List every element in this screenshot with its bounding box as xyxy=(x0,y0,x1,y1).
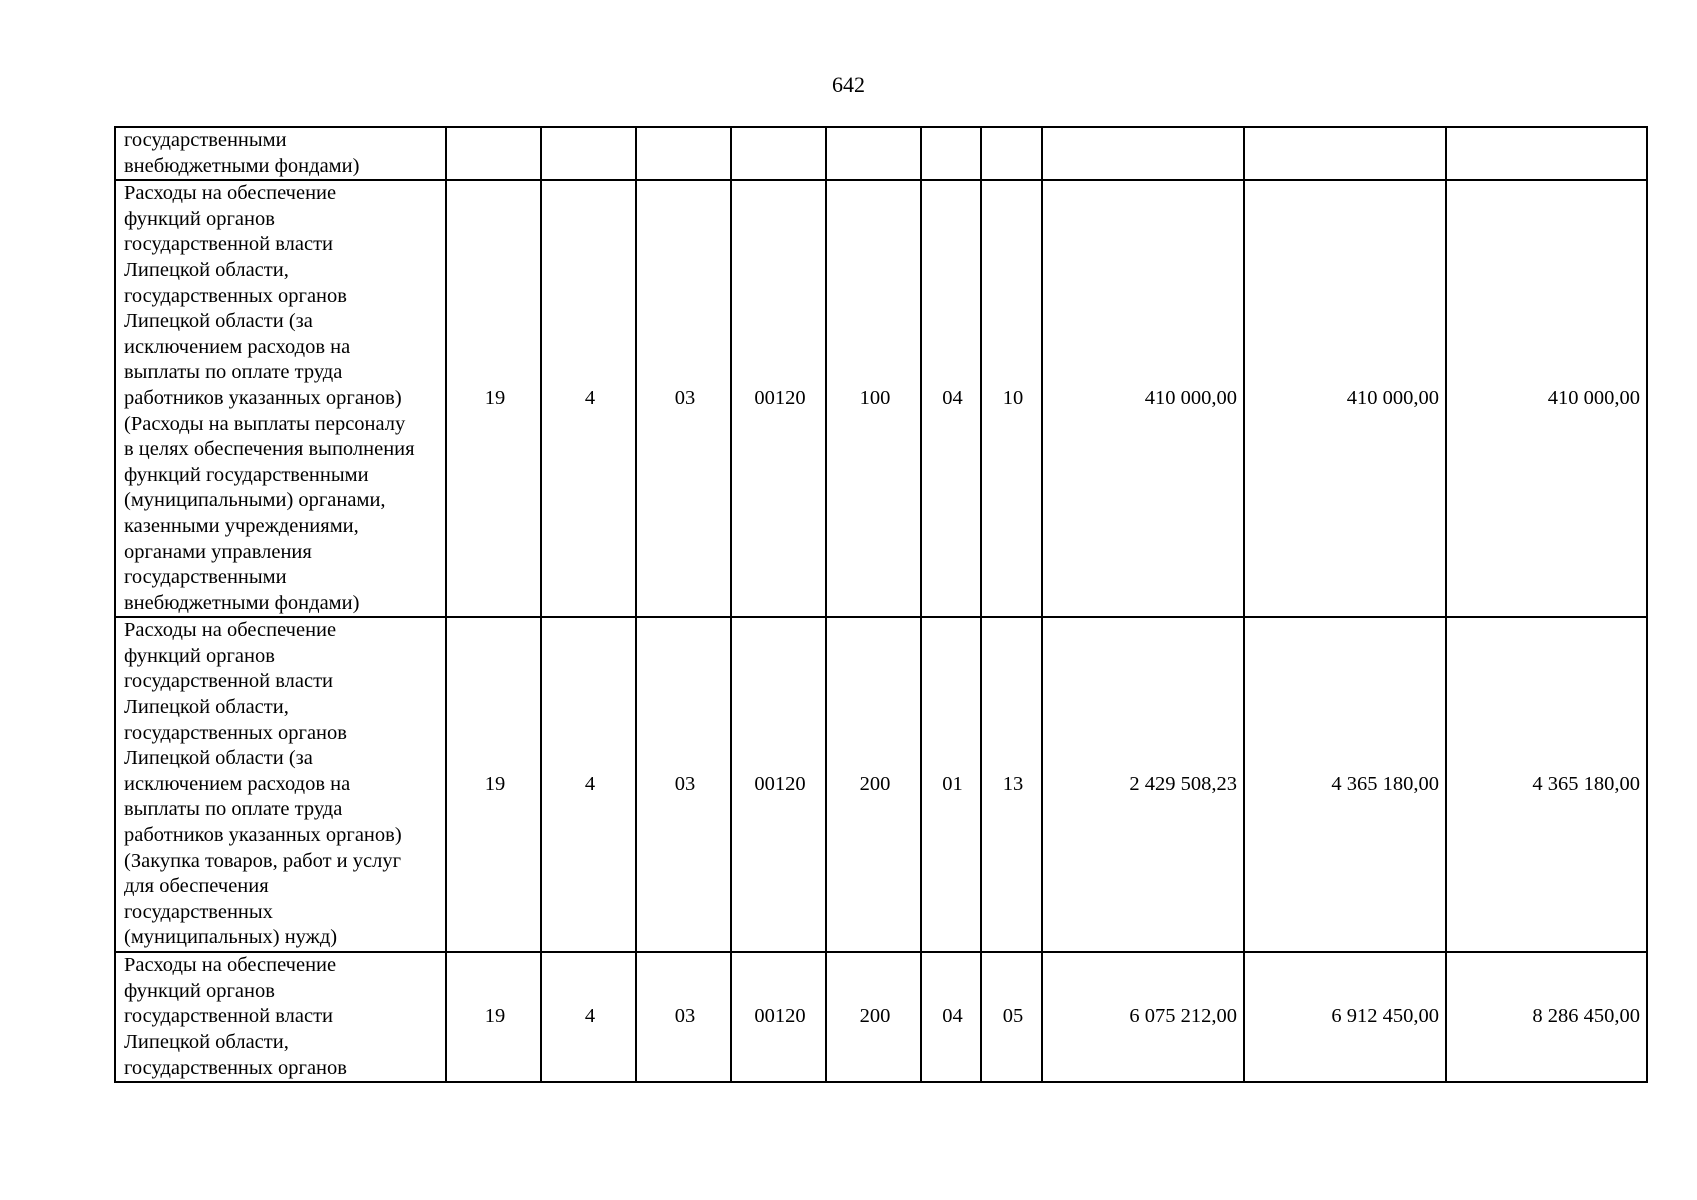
code-cell: 4 xyxy=(541,617,636,952)
row-description: Расходы на обеспечение функций органов государственной власти Липецкой области, государственных органов Липецкой области (за исключением расходов на выплаты по оплате труда работников указанных органов) (Расходы на выплаты персоналу в целях обеспечения выполнения функций государственными (муниципальными) органами, казенными учреждениями, органами управления государственными внебюджетными фондами) xyxy=(115,180,446,617)
code-cell: 00120 xyxy=(731,952,826,1082)
row-description: Расходы на обеспечение функций органов государственной власти Липецкой области, государственных органов Липецкой области (за исключением расходов на выплаты по оплате труда работников указанных органов) (Закупка товаров, работ и услуг для обеспечения государственных (муниципальных) нужд) xyxy=(115,617,446,952)
code-cell xyxy=(541,127,636,180)
table-row xyxy=(115,617,1647,952)
code-cell xyxy=(636,127,731,180)
code-cell xyxy=(446,127,541,180)
code-cell xyxy=(981,127,1042,180)
code-cell: 13 xyxy=(981,617,1042,952)
code-cell xyxy=(921,127,981,180)
code-cell: 19 xyxy=(446,617,541,952)
amount-cell: 6 912 450,00 xyxy=(1244,952,1446,1082)
code-cell: 04 xyxy=(921,952,981,1082)
code-cell: 4 xyxy=(541,952,636,1082)
amount-cell: 6 075 212,00 xyxy=(1042,952,1244,1082)
code-cell: 01 xyxy=(921,617,981,952)
code-cell: 100 xyxy=(826,180,921,617)
code-cell: 10 xyxy=(981,180,1042,617)
code-cell xyxy=(731,127,826,180)
code-cell: 19 xyxy=(446,952,541,1082)
amount-cell: 8 286 450,00 xyxy=(1446,952,1647,1082)
amount-cell xyxy=(1244,127,1446,180)
code-cell: 03 xyxy=(636,180,731,617)
code-cell: 03 xyxy=(636,952,731,1082)
code-cell: 4 xyxy=(541,180,636,617)
amount-cell: 4 365 180,00 xyxy=(1446,617,1647,952)
budget-table xyxy=(114,126,1648,1083)
table-row xyxy=(115,127,1647,180)
table-row xyxy=(115,180,1647,617)
code-cell: 04 xyxy=(921,180,981,617)
amount-cell: 410 000,00 xyxy=(1042,180,1244,617)
code-cell: 200 xyxy=(826,952,921,1082)
amount-cell: 4 365 180,00 xyxy=(1244,617,1446,952)
code-cell: 03 xyxy=(636,617,731,952)
code-cell: 200 xyxy=(826,617,921,952)
code-cell xyxy=(826,127,921,180)
code-cell: 05 xyxy=(981,952,1042,1082)
amount-cell: 410 000,00 xyxy=(1446,180,1647,617)
code-cell: 00120 xyxy=(731,180,826,617)
page-number: 642 xyxy=(832,72,865,97)
row-description: государственными внебюджетными фондами) xyxy=(115,127,446,180)
table-row xyxy=(115,952,1647,1082)
row-description: Расходы на обеспечение функций органов государственной власти Липецкой области, государственных органов xyxy=(115,952,446,1082)
amount-cell: 410 000,00 xyxy=(1244,180,1446,617)
code-cell: 19 xyxy=(446,180,541,617)
amount-cell xyxy=(1446,127,1647,180)
amount-cell xyxy=(1042,127,1244,180)
amount-cell: 2 429 508,23 xyxy=(1042,617,1244,952)
code-cell: 00120 xyxy=(731,617,826,952)
